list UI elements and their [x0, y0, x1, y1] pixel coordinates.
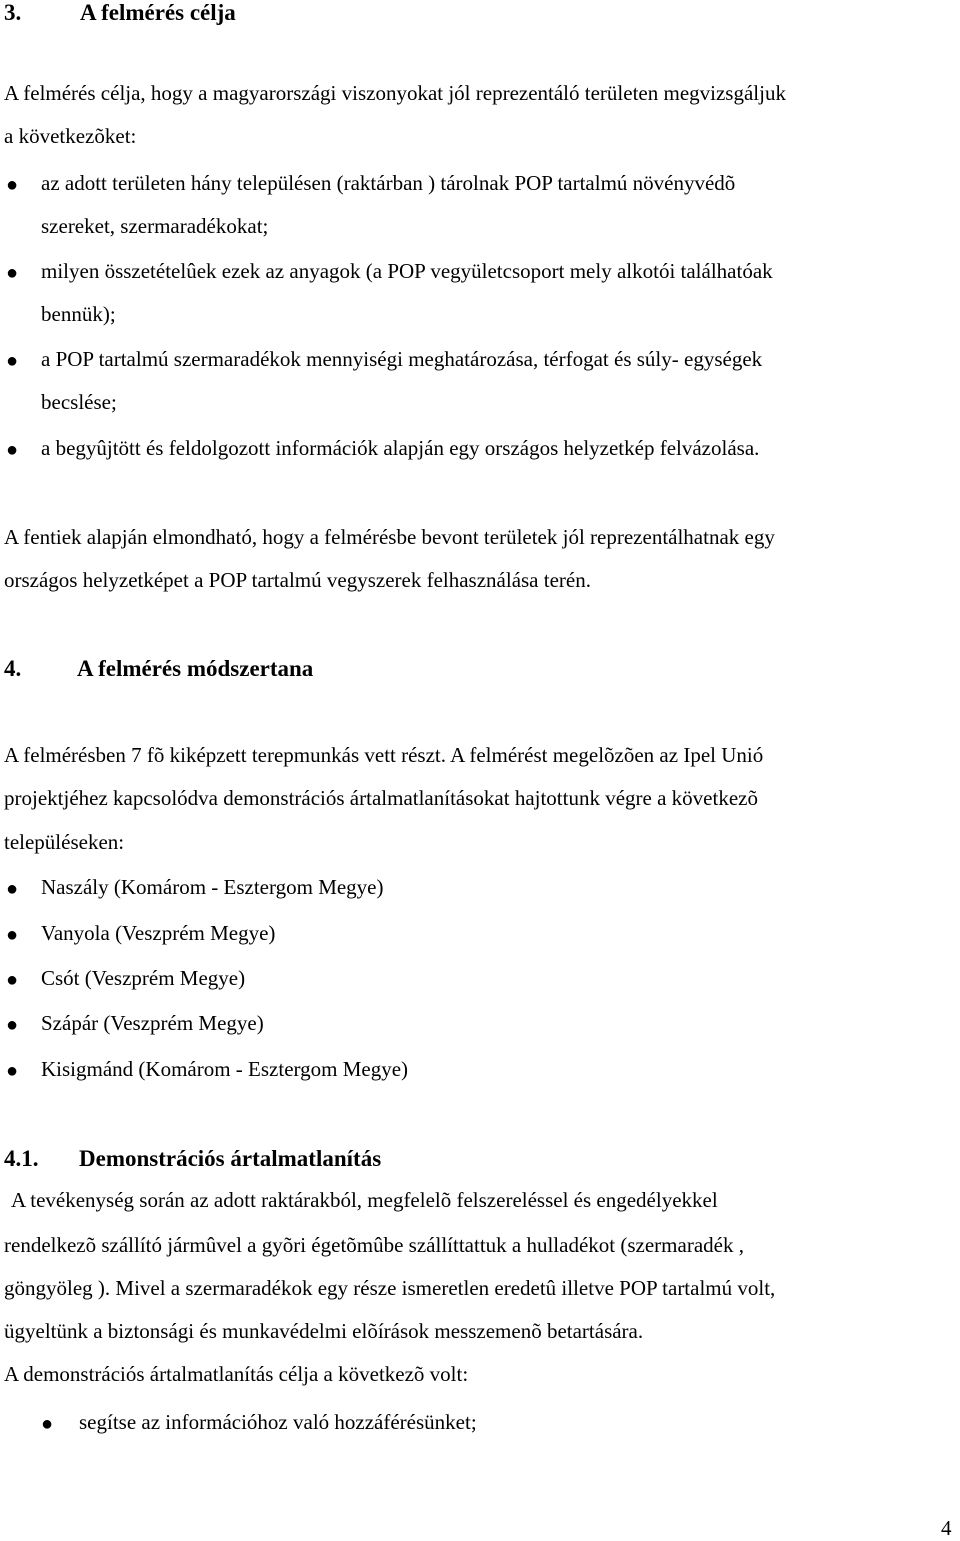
list-item-line: a begyûjtött és feldolgozott információk alapján egy országos helyzetkép felvázolása. [41, 436, 760, 460]
section-3-conclusion-line-1: A fentiek alapján elmondható, hogy a felmérésbe bevont területek jól reprezentálhatnak egy [4, 525, 775, 549]
bullet-icon: ● [6, 878, 19, 900]
place-label: Szápár (Veszprém Megye) [41, 1011, 264, 1035]
bullet-icon: ● [6, 1060, 19, 1082]
section-3-conclusion-line-2: országos helyzetképet a POP tartalmú vegyszerek felhasználása terén. [4, 568, 591, 592]
bullet-icon: ● [6, 350, 19, 372]
bullet-icon: ● [6, 924, 19, 946]
place-label: Vanyola (Veszprém Megye) [41, 921, 276, 945]
list-item-line: milyen összetételûek ezek az anyagok (a POP vegyületcsoport mely alkotói találhatóak [41, 259, 773, 283]
section-4-number: 4. [4, 656, 22, 681]
section-4-1-para-line-3: göngyöleg ). Mivel a szermaradékok egy része ismeretlen eredetû illetve POP tartalmú volt, [4, 1276, 776, 1300]
place-label: Kisigmánd (Komárom - Esztergom Megye) [41, 1057, 409, 1081]
section-4-1-para-line-2: rendelkezõ szállító jármûvel a gyõri égetõmûbe szállíttattuk a hulladékot (szermaradék , [4, 1233, 744, 1257]
place-label: Csót (Veszprém Megye) [41, 966, 246, 990]
section-3-title: A felmérés célja [80, 0, 236, 25]
bullet-icon: ● [6, 1014, 19, 1036]
page-number: 4 [941, 1516, 952, 1540]
bullet-icon: ● [6, 969, 19, 991]
bullet-icon: ● [41, 1413, 54, 1435]
section-4-1-para-line-4: ügyeltünk a biztonsági és munkavédelmi elõírások messzemenõ betartására. [4, 1319, 644, 1343]
section-4-para-line-2: projektjéhez kapcsolódva demonstrációs ártalmatlanításokat hajtottunk végre a következõ [4, 786, 758, 810]
list-item-line: szereket, szermaradékokat; [41, 214, 269, 238]
section-3-number: 3. [4, 0, 22, 25]
section-4-1-number: 4.1. [4, 1146, 39, 1171]
list-item-line: becslése; [41, 390, 117, 414]
section-3-intro-line-2: a következõket: [4, 124, 137, 148]
list-item-line: az adott területen hány településen (raktárban ) tárolnak POP tartalmú növényvédõ [41, 171, 736, 195]
section-4-1-title: Demonstrációs ártalmatlanítás [79, 1146, 382, 1171]
list-item-line: a POP tartalmú szermaradékok mennyiségi meghatározása, térfogat és súly- egységek [41, 347, 763, 371]
section-4-para-line-3: településeken: [4, 830, 125, 854]
list-item-line: bennük); [41, 302, 116, 326]
bullet-icon: ● [6, 262, 19, 284]
section-4-para-line-1: A felmérésben 7 fõ kiképzett terepmunkás vett részt. A felmérést megelõzõen az Ipel Unió [4, 743, 764, 767]
bullet-icon: ● [6, 439, 19, 461]
place-label: Naszály (Komárom - Esztergom Megye) [41, 875, 384, 899]
section-4-1-goal-line: A demonstrációs ártalmatlanítás célja a következõ volt: [4, 1362, 469, 1386]
bullet-icon: ● [6, 174, 19, 196]
goal-label: segítse az információhoz való hozzáférésünket; [79, 1410, 477, 1434]
section-3-intro-line-1: A felmérés célja, hogy a magyarországi viszonyokat jól reprezentáló területen megvizsgáljuk [4, 81, 786, 105]
section-4-1-para-line-1: A tevékenység során az adott raktárakból, megfelelõ felszereléssel és engedélyekkel [11, 1188, 718, 1212]
section-4-title: A felmérés módszertana [77, 656, 314, 681]
